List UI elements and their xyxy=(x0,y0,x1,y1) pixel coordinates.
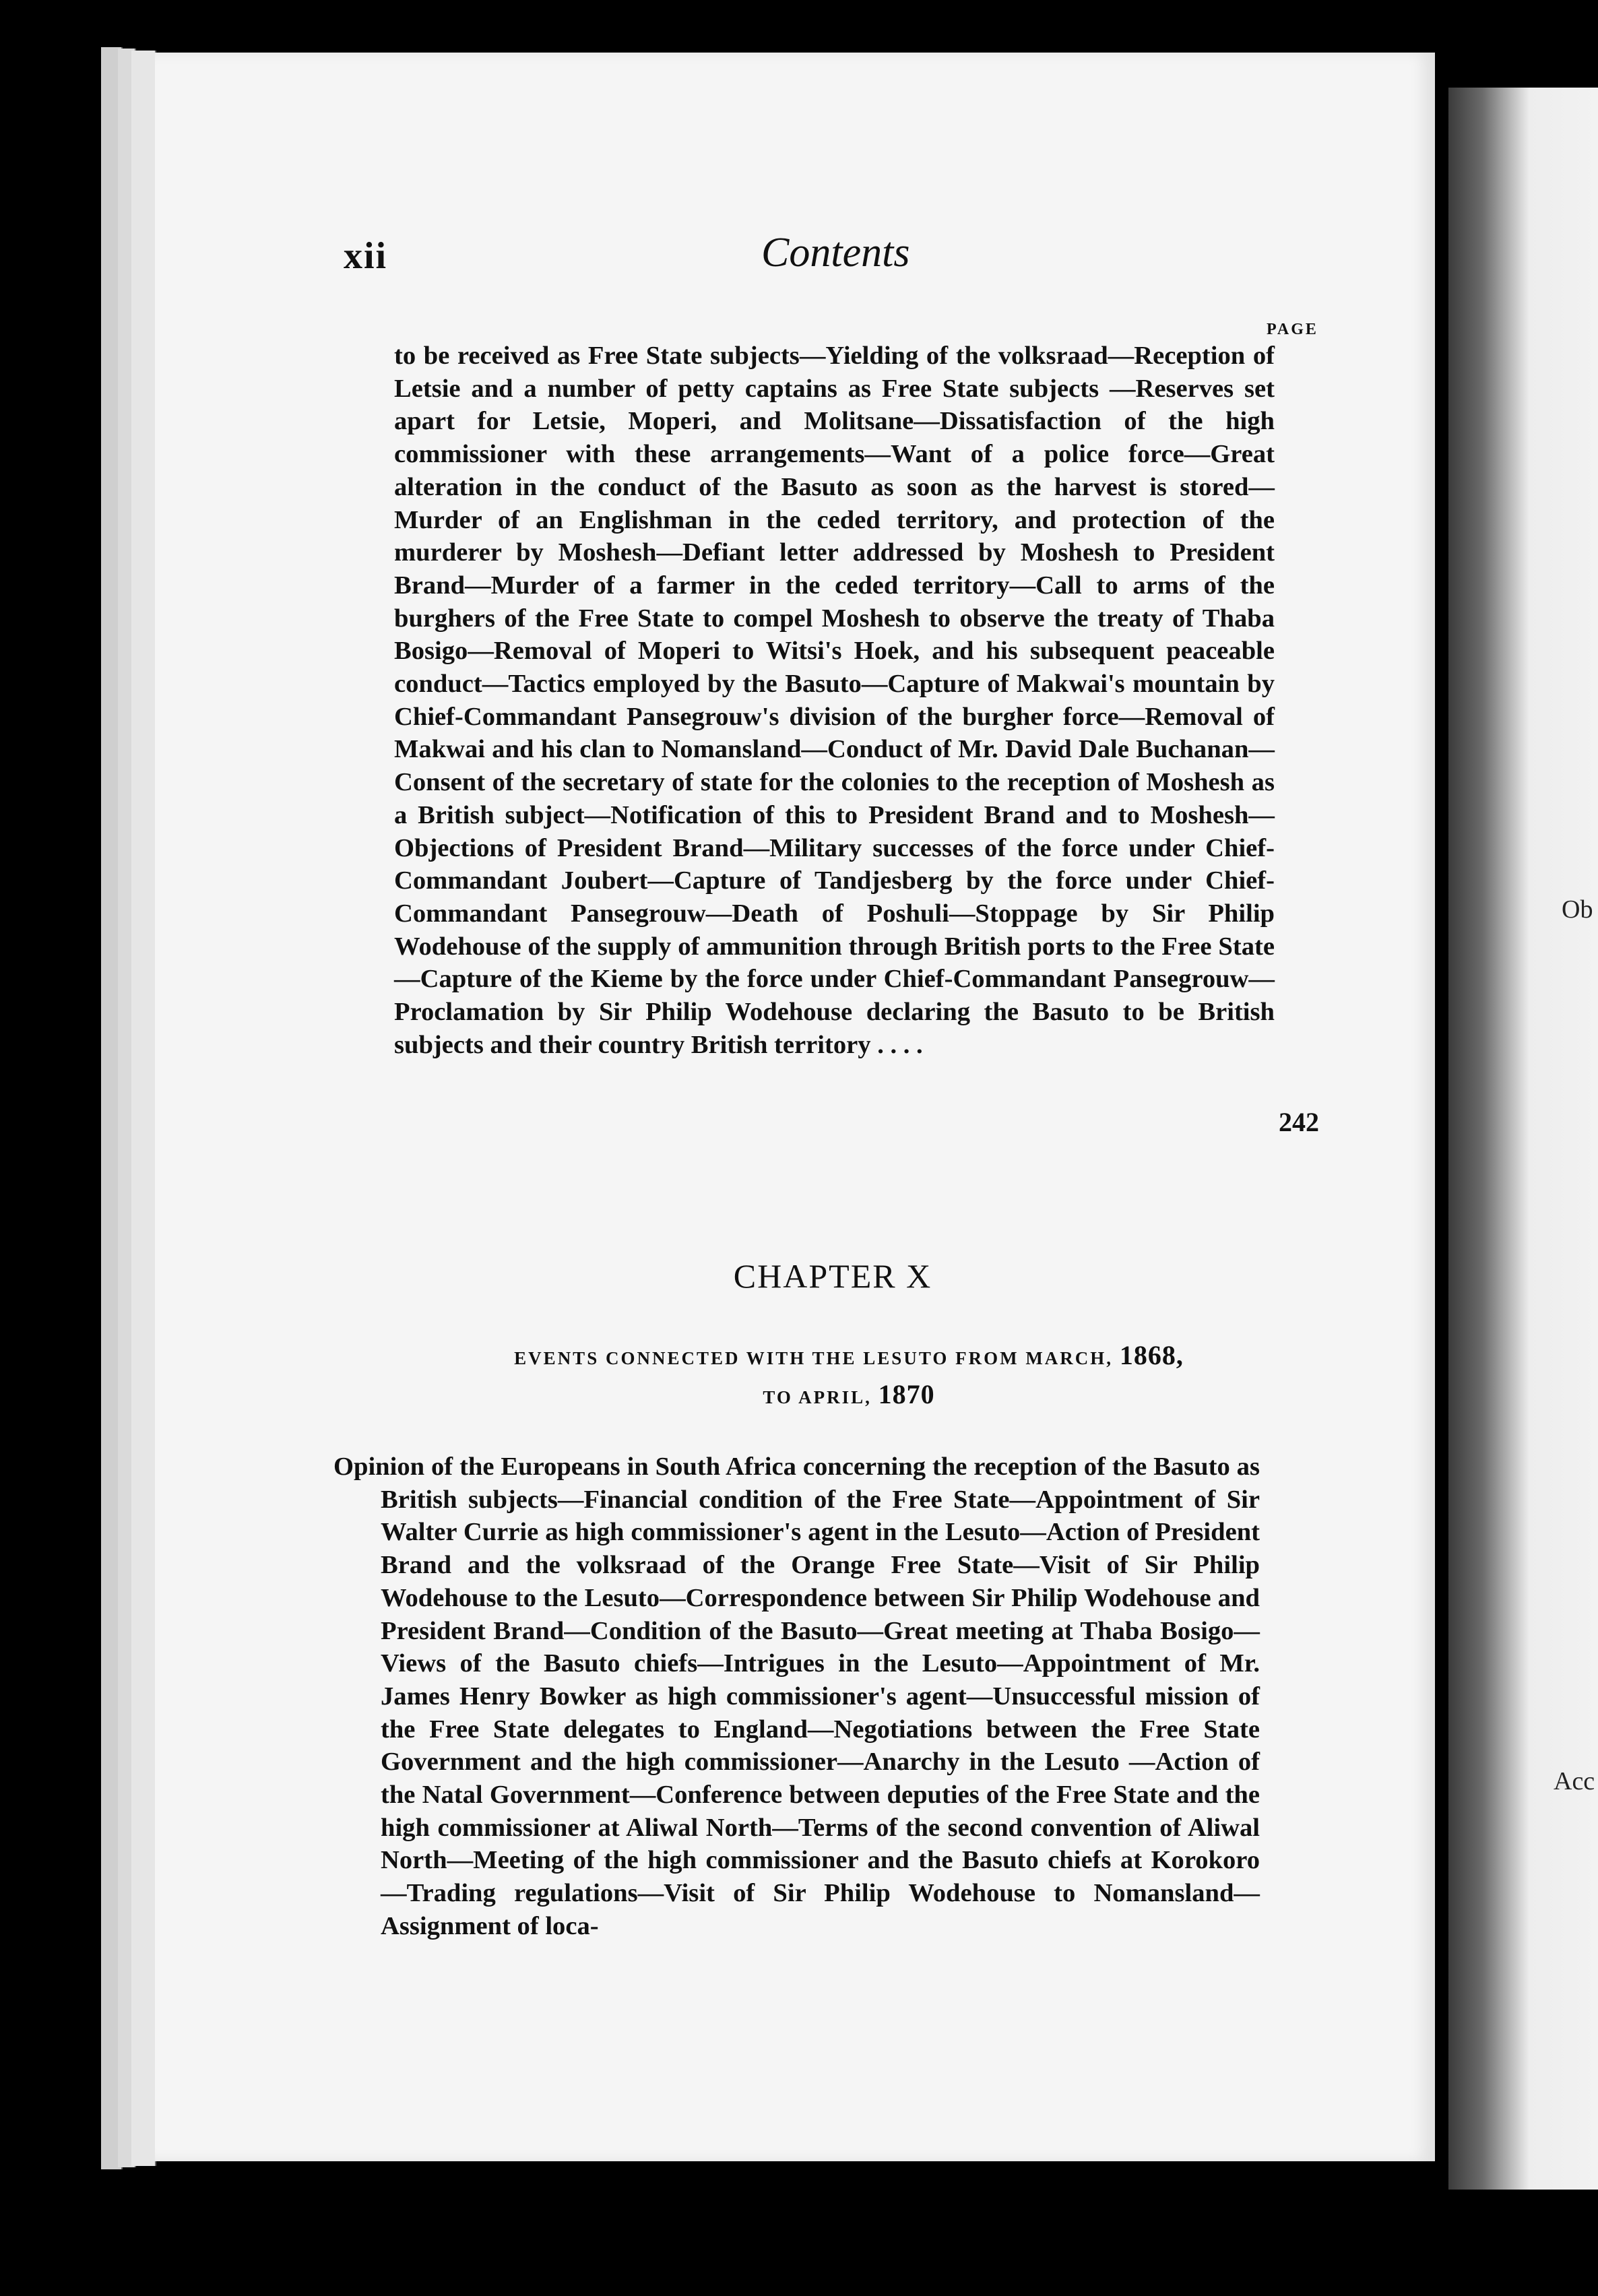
adjacent-page xyxy=(1448,88,1598,2190)
adjacent-fragment-lower: Acc xyxy=(1554,1767,1595,1795)
chapter-subtitle xyxy=(404,1337,1293,1415)
running-title: Contents xyxy=(761,230,910,276)
dot-leader: . . . . xyxy=(870,1030,923,1059)
subtitle-year-1: 1868, xyxy=(1119,1340,1184,1370)
adjacent-fragment-upper: Ob xyxy=(1562,895,1593,924)
chapter-heading: CHAPTER X xyxy=(733,1257,932,1295)
page-column-label: PAGE xyxy=(1267,321,1318,338)
running-head xyxy=(344,229,1421,283)
chapter-summary-continued xyxy=(394,340,1275,1061)
subtitle-year-2: 1870 xyxy=(878,1379,935,1409)
chapter-summary xyxy=(333,1450,1260,1943)
summary-text: to be received as Free State subjects—Yielding of the volksraad—Reception of Letsie and a number of petty captains as Free State subjects —Reserves set apart for Letsie, Moperi, and Molitsane—Dissatisfaction of the high commissioner with these arrangements—Want of a police force—Great alteration in the conduct of the Basuto as soon as the harvest is stored—Murder of an Englishman in the ceded territory, and protection of the murderer by Moshesh—Defiant letter addressed by Moshesh to President Brand—Murder of a farmer in the ceded territory—Call to arms of the burghers of the Free State to compel Moshesh to observe the treaty of Thaba Bosigo—Removal of Moperi to Witsi's Hoek, and his subsequent peaceable conduct—Tactics employed by the Basuto—Capture of Makwai's mountain by Chief-Commandant Pansegrouw's division of the burgher force—Removal of Makwai and his clan to Nomansland—Conduct of Mr. David Dale Buchanan—Consent of the secretary of state for the colonies to the reception of Moshesh as a British subject—Notification of this to President Brand and to Moshesh—Objections of President Brand—Military successes of the force under Chief-Commandant Joubert—Capture of Tandjesberg by the force under Chief-Commandant Pansegrouw—Death of Poshuli—Stoppage by Sir Philip Wodehouse of the supply of ammunition through British ports to the Free State—Capture of the Kieme by the force under Chief-Commandant Pansegrouw—Proclamation by Sir Philip Wodehouse declaring the Basuto to be British subjects and their country British territory xyxy=(394,342,1275,1059)
subtitle-line-1: EVENTS CONNECTED WITH THE LESUTO FROM MARCH, xyxy=(514,1348,1114,1368)
page-reference: 242 xyxy=(1279,1107,1319,1137)
subtitle-line-2: TO APRIL, xyxy=(763,1387,872,1407)
page-edge xyxy=(131,51,156,2166)
page-folio: xii xyxy=(344,235,388,277)
summary-first-line: Opinion of the Europeans in South Africa concerning the reception of the xyxy=(333,1453,1147,1481)
summary-text: Basuto as British subjects—Financial condition of the Free State—Appointment of Sir Walter Currie as high commissioner's agent in the Lesuto—Action of President Brand and the volksraad of the Orange Free State—Visit of Sir Philip Wodehouse to the Lesuto—Correspondence between Sir Philip Wodehouse and President Brand—Condition of the Basuto—Great meeting at Thaba Bosigo—Views of the Basuto chiefs—Intrigues in the Lesuto—Appointment of Mr. James Henry Bowker as high commissioner's agent—Unsuccessful mission of the Free State delegates to England—Negotiations between the Free State Government and the high commissioner—Anarchy in the Lesuto —Action of the Natal Government—Conference between deputies of the Free State and the high commissioner at Aliwal North—Terms of the second convention of Aliwal North—Meeting of the high commissioner and the Basuto chiefs at Korokoro—Trading regulations—Visit of Sir Philip Wodehouse to Nomansland—Assignment of loca- xyxy=(381,1453,1260,1940)
